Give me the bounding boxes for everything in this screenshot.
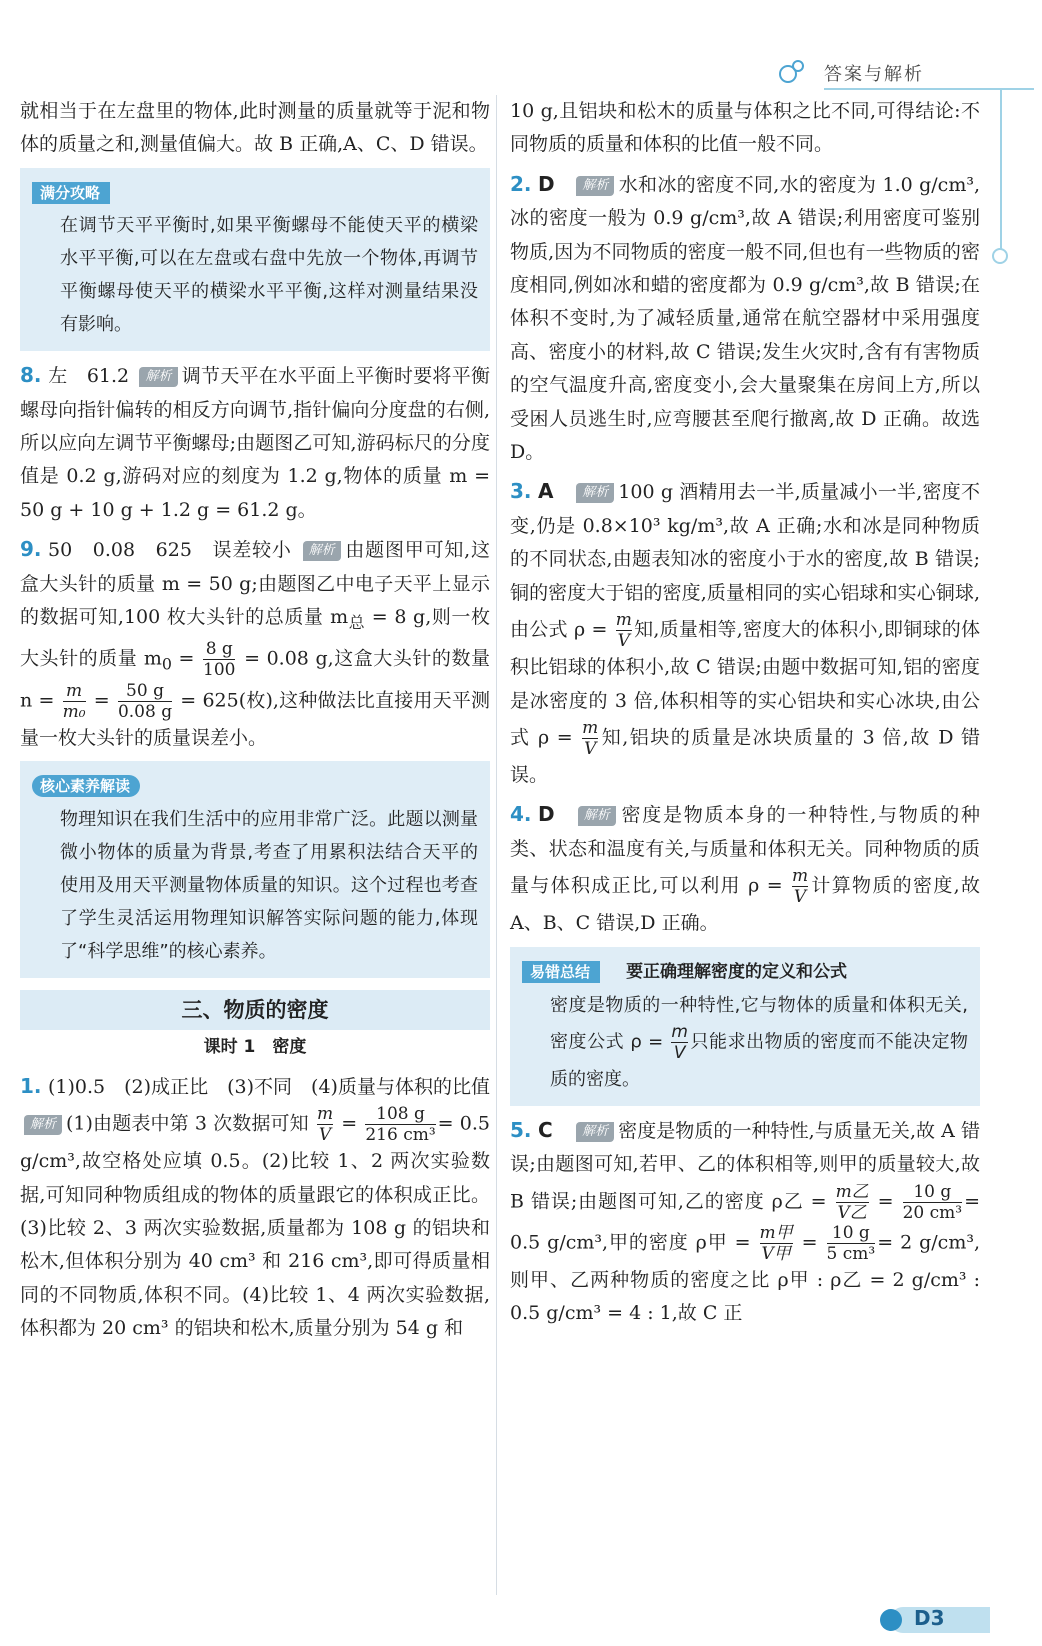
question-2 bbox=[510, 168, 980, 470]
analysis-text: (1)由题表中第 3 次数据可知 bbox=[66, 1112, 309, 1135]
fraction bbox=[836, 1182, 869, 1223]
tip-box-text: 在调节天平平衡时,如果平衡螺母不能使天平的横梁水平平衡,可以在左盘或右盘中先放一个物体,再调节平衡螺母使天平的横梁水平平衡,这样对测量结果没有影响。 bbox=[60, 215, 478, 336]
analysis-text: = 0.5 g/cm³,甲的密度 ρ甲 = bbox=[510, 1190, 980, 1254]
question-3 bbox=[510, 475, 980, 792]
tip-box-text bbox=[522, 989, 968, 1096]
denominator: 5 cm³ bbox=[826, 1243, 876, 1264]
analysis-text: 密度是物质的一种特性,与质量无关,故 A 错误;由题图可知,若甲、乙的体积相等,则甲的质量较大,故 B 错误;由题图可知,乙的密度 ρ乙 = bbox=[510, 1119, 980, 1213]
fraction bbox=[118, 681, 172, 722]
fraction bbox=[616, 610, 632, 651]
fraction bbox=[317, 1104, 333, 1145]
numerator: m bbox=[791, 866, 809, 887]
analysis-text: 调节天平在水平面上平衡时要将平衡螺母向指针偏转的相反方向调节,指针偏向分度盘的右侧,所以应向左调节平衡螺母;由题图乙可知,游码标尺的分度值是 0.2 g,游码对应的刻度为 1.2 g,物体的质量 m = 50 g + 10 g + 1.2 g = 61.2 g。 bbox=[20, 365, 490, 521]
analysis-text: 由题图甲可知,这盒大头针的质量 m = 50 g;由题图乙中电子天平上显示的数据可知,100 枚大头针的总质量 m bbox=[20, 539, 490, 629]
denominator: V bbox=[793, 887, 807, 908]
fraction bbox=[903, 1182, 963, 1223]
denominator: V bbox=[671, 1042, 688, 1063]
fraction bbox=[203, 639, 235, 680]
numerator: 10 g bbox=[831, 1222, 870, 1243]
tip-text-part: 只能求出物质的密度而不能决定物质的密度。 bbox=[550, 1031, 968, 1090]
continuation-paragraph: 就相当于在左盘里的物体,此时测量的质量就等于泥和物体的质量之和,测量值偏大。故 B 正确,A、C、D 错误。 bbox=[20, 100, 490, 156]
answer: 左 61.2 bbox=[48, 365, 130, 388]
analysis-tag: 解析 bbox=[24, 1115, 62, 1135]
tip-box-label: 易错总结 bbox=[522, 961, 600, 983]
question-number: 8. bbox=[20, 363, 42, 388]
numerator: 10 g bbox=[913, 1181, 952, 1202]
lesson-title: 课时 1 密度 bbox=[203, 1036, 307, 1057]
denominator: V甲 bbox=[761, 1243, 791, 1264]
denominator: V bbox=[584, 738, 597, 759]
question-number: 1. bbox=[20, 1073, 42, 1098]
fraction bbox=[63, 681, 86, 722]
fraction bbox=[792, 866, 808, 907]
numerator: m甲 bbox=[759, 1222, 793, 1243]
denominator: V bbox=[617, 631, 630, 652]
denominator: m₀ bbox=[62, 701, 86, 722]
question-5: 5. C 解析 密度是物质的一种特性,与质量无关,故 A 错误;由题图可知,若甲、乙的体积相等,则甲的质量较大,故 B 错误;由题图可知,乙的密度 ρ乙 = $\frac{\text{m乙}}{\text{V乙}}$ = $\frac{10 g}{\text{20 cm³}}$ = 0.5 g/cm³,甲的密度 ρ甲 = $\frac{\text{m甲}}{\text{V甲}}$ = $\frac{10 g}{\text{5 cm³}}$ = 2 g/cm³,则甲、乙两种物质的密度之比 ρ甲 : ρ乙 = 2 g/cm³ : 0.5 g/cm³ = 4 : 1,故 C 正 bbox=[510, 1114, 980, 1331]
analysis-text: = 0.5 g/cm³,故空格处应填 0.5。(2)比较 1、2 两次实验数据,可知同种物质组成的物体的质量跟它的体积成正比。(3)比较 2、3 两次实验数据,质量都为 108 g 的铝块和松木,但体积分别为 40 cm³ 和 216 cm³,即可得质量相同的不同物质,体积不同。(4)比较 1、4 两次实验数据,体积都为 20 cm³ 的铝块和松木,质量分别为 54 g 和 bbox=[20, 1112, 490, 1340]
question-8 bbox=[20, 359, 490, 527]
analysis-text: 知,铝块的质量是冰块质量的 3 倍,故 D 错误。 bbox=[510, 726, 980, 786]
tip-box-common-mistakes bbox=[510, 947, 980, 1106]
section-title: 三、物质的密度 bbox=[20, 990, 490, 1030]
analysis-tag: 解析 bbox=[576, 176, 614, 196]
answer: 50 0.08 625 误差较小 bbox=[48, 539, 292, 562]
header-rule bbox=[824, 88, 1034, 90]
analysis-tag: 解析 bbox=[139, 367, 177, 387]
tip-text-part: 密度是物质的一种特性,它与物体的质量和体积无关,密度公式 ρ = bbox=[550, 994, 968, 1053]
header-title: 答案与解析 bbox=[824, 64, 924, 85]
right-column bbox=[510, 95, 980, 1331]
analysis-text: 水和冰的密度不同,水的密度为 1.0 g/cm³,冰的密度一般为 0.9 g/cm³,故 A 错误;利用密度可鉴别物质,因为不同物质的密度一般不同,但也有一些物质的密度相同,例如冰和蜡的密度都为 0.9 g/cm³,故 B 错误;在体积不变时,为了减轻质量,通常在航空器材中采用强度高、密度小的材料,故 C 错误;发生火灾时,含有有害物质的空气温度升高,密度变小,会大量聚集在房间上方,所以受困人员逃生时,应弯腰甚至爬行撤离,故 D 正确。故选 D。 bbox=[510, 173, 980, 464]
answer: D bbox=[538, 171, 555, 196]
question-4 bbox=[510, 798, 980, 940]
question-1: 1. (1)0.5 (2)成正比 (3)不同 (4)质量与体积的比值 解析 (1)由题表中第 3 次数据可知 $\frac{m}{V}$ = $\frac{108 g}{\text{216 cm³}}$ = 0.5 g/cm³,故空格处应填 0.5。(2)比较 1、2 两次实验数据,可知同种物质组成的物体的质量跟它的体积成正比。(3)比较 2、3 两次实验数据,质量都为 108 g 的铝块和松木,但体积分别为 40 cm³ 和 216 cm³,即可得质量相同的不同物质,体积不同。(4)比较 1、4 两次实验数据,体积都为 20 cm³ 的铝块和松木,质量分别为 54 g 和 bbox=[20, 1070, 490, 1346]
denominator: 0.08 g bbox=[117, 701, 173, 722]
tip-box-text: 物理知识在我们生活中的应用非常广泛。此题以测量微小物体的质量为背景,考查了用累积法结合天平的使用及用天平测量物体质量的知识。这个过程也考查了学生灵活运用物理知识解答实际问题的能力,体现了“科学思维”的核心素养。 bbox=[60, 808, 478, 962]
analysis-text: 计算物质的密度,故 A、B、C 错误,D 正确。 bbox=[510, 874, 980, 935]
denominator: V乙 bbox=[837, 1202, 867, 1223]
numerator: m bbox=[671, 1021, 688, 1042]
side-decoration-dot bbox=[992, 248, 1008, 264]
denominator: 20 cm³ bbox=[902, 1202, 963, 1223]
analysis-tag: 解析 bbox=[576, 1122, 614, 1142]
analysis-text: 625(枚),这种做法比直接用天平测量一枚大头针的质量误差小。 bbox=[20, 689, 490, 749]
answer: C bbox=[538, 1117, 553, 1142]
side-decoration-line bbox=[1000, 90, 1002, 250]
numerator: m bbox=[316, 1104, 334, 1125]
denominator: 216 cm³ bbox=[365, 1125, 436, 1146]
tip-box-label: 核心素养解读 bbox=[32, 775, 140, 797]
analysis-text: = 2 g/cm³,则甲、乙两种物质的密度之比 ρ甲 : ρ乙 = 2 g/cm³ : 0.5 g/cm³ = 4 : 1,故 C 正 bbox=[510, 1231, 981, 1325]
tip-box-full-marks bbox=[20, 168, 490, 351]
continuation-paragraph: 10 g,且铝块和松木的质量与体积之比不同,可得结论:不同物质的质量和体积的比值一般不同。 bbox=[510, 100, 980, 156]
column-divider bbox=[496, 95, 497, 1595]
question-number: 5. bbox=[510, 1117, 532, 1142]
analysis-text: 密度是物质本身的一种特性,与物质的种类、状态和温度有关,与质量和体积无关。同种物质的质量与体积成正比,可以利用 ρ = bbox=[510, 804, 980, 897]
page-number: D3 bbox=[914, 1606, 945, 1630]
tip-box-title: 要正确理解密度的定义和公式 bbox=[626, 961, 848, 982]
tip-box-core-literacy bbox=[20, 761, 490, 977]
page-header bbox=[760, 52, 1020, 92]
fraction bbox=[760, 1223, 793, 1264]
analysis-text: 100 g 酒精用去一半,质量减小一半,密度不变,仍是 0.8×10³ kg/m³,故 A 正确;水和冰是同种物质的不同状态,由题表知冰的密度小于水的密度,故 B 错误;铜的密度大于铝的密度,质量相同的实心铝球和实心铜球,由公式 ρ = bbox=[510, 481, 980, 641]
fraction bbox=[365, 1104, 435, 1145]
notebook-icon bbox=[778, 58, 806, 86]
question-number: 4. bbox=[510, 802, 532, 827]
tip-box-label: 满分攻略 bbox=[32, 182, 110, 204]
subscript: 0 bbox=[161, 654, 172, 674]
fraction bbox=[582, 718, 598, 759]
analysis-text: = 8 g,则一枚大头针的质量 m bbox=[20, 606, 490, 670]
page-dot-icon bbox=[880, 1609, 902, 1631]
fraction bbox=[671, 1022, 688, 1063]
answer: D bbox=[538, 802, 555, 827]
question-number: 3. bbox=[510, 479, 532, 504]
question-9: 9. 50 0.08 625 误差较小 解析 由题图甲可知,这盒大头针的质量 m = 50 g;由题图乙中电子天平上显示的数据可知,100 枚大头针的总质量 $m_总 = 8$ g,则一枚大头针的质量 $m_0$ = $\frac{8 g}{100}$ = 0.08 g,这盒大头针的数量 n = $\frac{m}{\text{m₀}}$ = $\frac{50 g}{0.08 g}$ = 625(枚),这种做法比直接用天平测量一枚大头针的质量误差小。 bbox=[20, 533, 490, 755]
left-column bbox=[20, 95, 490, 1346]
question-number: 2. bbox=[510, 171, 532, 196]
answer: A bbox=[538, 479, 554, 504]
analysis-text: 知,质量相等,密度大的体积小,即铜球的体积比铝球的体积小,故 C 错误;由题中数据可知,铝的密度是冰密度的 3 倍,体积相等的实心铝块和实心冰块,由公式 ρ = bbox=[510, 618, 981, 749]
analysis-text: 0.08 g,这盒大头针的数量 n = bbox=[20, 647, 491, 712]
denominator: 100 bbox=[203, 660, 236, 681]
numerator: m bbox=[66, 680, 83, 701]
subscript: 总 bbox=[348, 612, 366, 632]
analysis-tag: 解析 bbox=[578, 806, 616, 826]
numerator: m bbox=[582, 717, 599, 738]
fraction bbox=[827, 1223, 876, 1264]
numerator: m bbox=[615, 610, 632, 631]
numerator: m乙 bbox=[835, 1181, 869, 1202]
analysis-tag: 解析 bbox=[576, 483, 614, 503]
question-number: 9. bbox=[20, 537, 42, 562]
denominator: V bbox=[318, 1125, 332, 1146]
numerator: 50 g bbox=[126, 680, 164, 701]
page-number-badge bbox=[880, 1605, 990, 1635]
answer: (1)0.5 (2)成正比 (3)不同 (4)质量与体积的比值 bbox=[48, 1075, 490, 1098]
numerator: 108 g bbox=[376, 1104, 425, 1125]
analysis-tag: 解析 bbox=[303, 541, 341, 561]
numerator: 8 g bbox=[205, 639, 233, 660]
